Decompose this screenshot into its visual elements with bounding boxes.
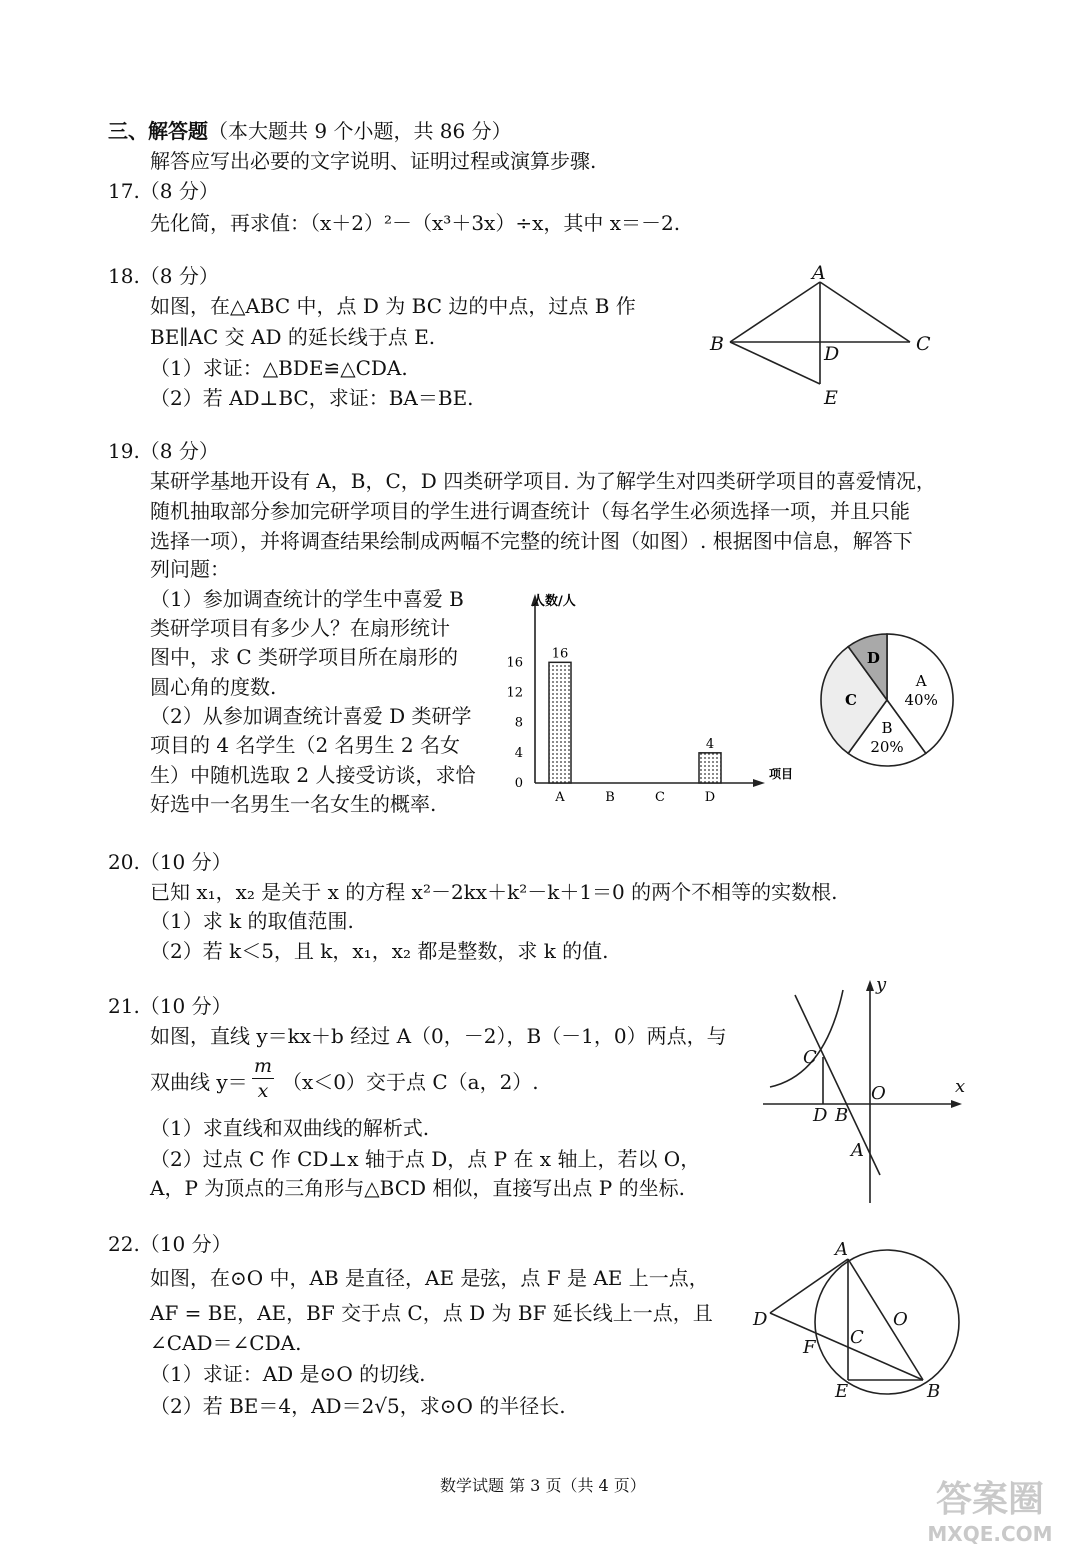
- segment-ad: [770, 1259, 848, 1313]
- q22-line1: 如图，在⊙O 中，AB 是直径，AE 是弦，点 F 是 AE 上一点，: [150, 1266, 709, 1290]
- q19-p2-line1: （2）从参加调查统计喜爱 D 类研学: [150, 704, 472, 728]
- q19-p1-line4: 圆心角的度数.: [150, 675, 277, 699]
- label-c: C: [803, 1047, 817, 1068]
- y-tick-label: 16: [506, 655, 523, 671]
- q19-p2-line3: 生）中随机选取 2 人接受访谈，求恰: [150, 763, 476, 787]
- q18-figure: [700, 262, 950, 412]
- q19-line2: 随机抽取部分参加完研学项目的学生进行调查统计（每名学生必须选择一项，并且只能: [150, 499, 910, 523]
- q18-line1: 如图，在△ABC 中，点 D 为 BC 边的中点，过点 B 作: [150, 294, 636, 318]
- label-x: x: [955, 1076, 966, 1097]
- label-f: F: [803, 1337, 816, 1358]
- q22-part2: （2）若 BE＝4，AD＝2√5，求⊙O 的半径长.: [150, 1394, 566, 1418]
- watermark-logo-text: 答案圈: [935, 1479, 1044, 1520]
- y-tick-label: 0: [514, 776, 523, 791]
- bar-chart: [495, 580, 815, 810]
- label-a: A: [812, 262, 826, 284]
- pie-label-B: B: [881, 719, 893, 737]
- segment-ac: [820, 282, 910, 342]
- q18-part2: （2）若 AD⊥BC，求证：BA＝BE.: [150, 386, 474, 410]
- pie-percent-B: 20%: [870, 738, 904, 756]
- q21-part2-line1: （2）过点 C 作 CD⊥x 轴于点 D，点 P 在 x 轴上，若以 O，: [150, 1147, 701, 1171]
- q21-fraction: [252, 1054, 274, 1103]
- page-footer: 数学试题 第 3 页（共 4 页）: [440, 1476, 646, 1495]
- x-axis-arrow: [951, 1100, 962, 1108]
- q18-number: 18.（8 分）: [108, 264, 219, 288]
- q18-part1: （1）求证：△BDE≌△CDA.: [150, 356, 408, 380]
- pie-percent-A: 40%: [904, 690, 938, 709]
- q22-number: 22.（10 分）: [108, 1232, 232, 1256]
- label-o: O: [893, 1309, 908, 1330]
- bar-A: [549, 662, 571, 783]
- y-tick-label: 12: [506, 685, 523, 701]
- segment-ab: [848, 1259, 923, 1380]
- q21-figure: [755, 975, 970, 1210]
- label-e: E: [824, 387, 838, 409]
- q19-p1-line1: （1）参加调查统计的学生中喜爱 B: [150, 587, 464, 611]
- q22-line3: ∠CAD＝∠CDA.: [150, 1331, 302, 1355]
- label-b: B: [710, 333, 724, 355]
- line-ab: [795, 995, 880, 1175]
- q20-line1: 已知 x₁，x₂ 是关于 x 的方程 x²－2kx＋k²－k＋1＝0 的两个不相等的实数根.: [150, 880, 838, 904]
- q19-p2-line2: 项目的 4 名学生（2 名男生 2 名女: [150, 733, 460, 757]
- y-tick-label: 4: [514, 745, 523, 761]
- q21-part2-line2: A，P 为顶点的三角形与△BCD 相似，直接写出点 P 的坐标.: [150, 1176, 685, 1200]
- q21-line2-end: （x＜0）交于点 C（a，2）.: [282, 1070, 539, 1094]
- segment-be: [730, 342, 820, 384]
- x-axis-arrow: [753, 779, 765, 787]
- section-instruction: 解答应写出必要的文字说明、证明过程或演算步骤.: [150, 149, 597, 173]
- x-axis-title: 项目: [769, 767, 794, 781]
- label-e: E: [835, 1381, 849, 1402]
- q21-fraction-denominator: x: [257, 1080, 269, 1102]
- q19-p1-line3: 图中，求 C 类研学项目所在扇形的: [150, 645, 459, 669]
- q21-line2-start: 双曲线 y＝: [150, 1070, 248, 1094]
- q22-part1: （1）求证：AD 是⊙O 的切线.: [150, 1362, 426, 1386]
- q20-part1: （1）求 k 的取值范围.: [150, 909, 354, 933]
- y-tick-label: 8: [514, 715, 523, 731]
- x-tick-label: D: [704, 790, 716, 805]
- q20-number: 20.（10 分）: [108, 850, 232, 874]
- label-o: O: [871, 1083, 886, 1104]
- q19-p1-line2: 类研学项目有多少人？在扇形统计: [150, 616, 450, 640]
- x-tick-label: C: [655, 790, 665, 805]
- q21-line1: 如图，直线 y＝kx＋b 经过 A（0，－2），B（－1，0）两点，与: [150, 1024, 727, 1048]
- q21-number: 21.（10 分）: [108, 994, 232, 1018]
- bar-D: [699, 753, 721, 783]
- label-b: B: [835, 1105, 849, 1126]
- q20-part2: （2）若 k＜5，且 k，x₁，x₂ 都是整数，求 k 的值.: [150, 939, 609, 963]
- pie-chart: [812, 630, 962, 780]
- section-title: 三、解答题: [108, 119, 208, 143]
- q19-line1: 某研学基地开设有 A，B，C，D 四类研学项目. 为了解学生对四类研学项目的喜爱情况，: [150, 469, 936, 493]
- q21-part1: （1）求直线和双曲线的解析式.: [150, 1116, 430, 1140]
- bar-value-label: 16: [551, 646, 569, 662]
- q19-number: 19.（8 分）: [108, 439, 219, 463]
- bar-value-label: 4: [705, 736, 715, 752]
- q19-line4: 列问题：: [150, 557, 230, 581]
- label-a: A: [851, 1140, 864, 1161]
- label-c: C: [916, 333, 931, 355]
- x-tick-label: B: [605, 790, 615, 805]
- section-header: [108, 117, 512, 145]
- watermark-url: MXQE.COM: [927, 1522, 1053, 1546]
- label-b: B: [927, 1381, 941, 1402]
- label-y: y: [876, 974, 887, 995]
- q17-number: 17.（8 分）: [108, 179, 219, 203]
- q17-text: 先化简，再求值：（x＋2）²－（x³＋3x）÷x，其中 x＝－2.: [150, 211, 681, 235]
- label-d: D: [813, 1105, 828, 1126]
- pie-label-C: C: [845, 691, 857, 709]
- q19-line3: 选择一项），并将调查结果绘制成两幅不完整的统计图（如图）. 根据图中信息，解答下: [150, 529, 913, 553]
- watermark: [905, 1478, 1075, 1546]
- label-d: D: [824, 343, 840, 365]
- pie-label-D: D: [866, 649, 880, 668]
- q21-fraction-numerator: m: [253, 1055, 273, 1077]
- label-a: A: [835, 1239, 848, 1260]
- y-axis-title: 人数/人: [532, 594, 576, 609]
- q22-line2: AF = BE，AE，BF 交于点 C，点 D 为 BF 延长线上一点，且: [150, 1301, 713, 1325]
- q22-figure: [745, 1235, 975, 1410]
- label-d: D: [753, 1309, 768, 1330]
- x-tick-label: A: [555, 790, 565, 805]
- label-c: C: [850, 1327, 864, 1348]
- segment-ab: [730, 282, 820, 342]
- q19-p2-line4: 好选中一名男生一名女生的概率.: [150, 792, 437, 816]
- q18-line2: BE∥AC 交 AD 的延长线于点 E.: [150, 325, 436, 349]
- section-note: （本大题共 9 个小题，共 86 分）: [208, 119, 512, 143]
- pie-label-A: A: [915, 671, 927, 690]
- y-axis-arrow: [866, 980, 874, 991]
